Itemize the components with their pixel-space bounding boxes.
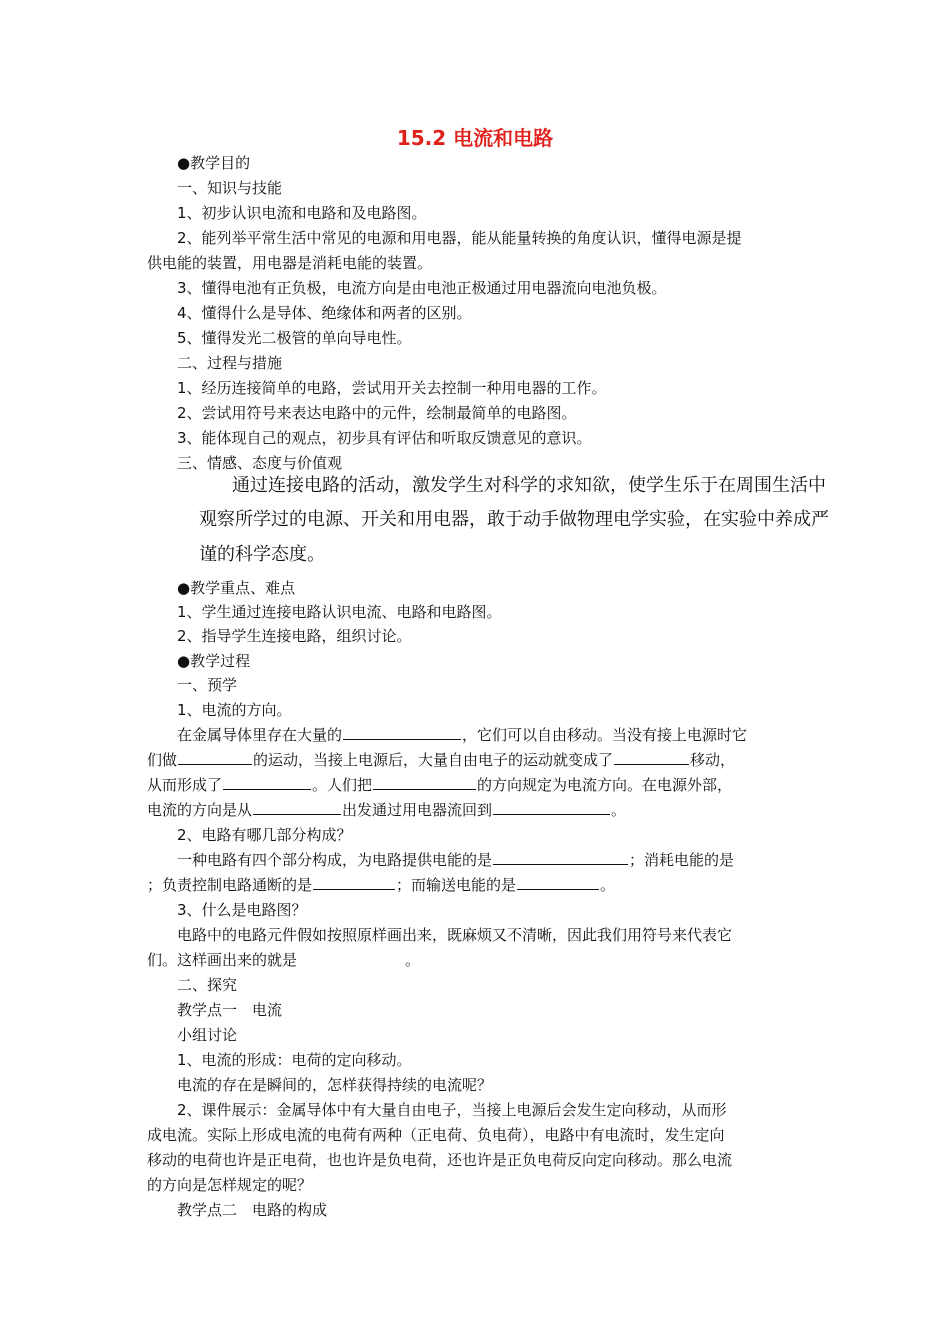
key-point-line: 1、学生通过连接电路认识电流、电路和电路图。 — [177, 603, 502, 621]
subsection-explore: 二、探究 — [177, 976, 238, 994]
paragraph-line: 2、课件展示：金属导体中有大量自由电子，当接上电源后会发生定向移动，从而形 — [177, 1101, 727, 1119]
attitude-paragraph-line: 通过连接电路的活动，激发学生对科学的求知欲，使学生乐于在周围生活中 — [232, 475, 826, 496]
key-point-line: 2、指导学生连接电路，组织讨论。 — [177, 627, 412, 645]
subsection-preview: 一、预学 — [177, 676, 238, 694]
process-line: 1、经历连接简单的电路，尝试用开关去控制一种用电器的工作。 — [177, 379, 607, 397]
goal-line: 2、能列举平常生活中常见的电源和用电器，能从能量转换的角度认识，懂得电源是提 — [177, 229, 742, 247]
answer-blank[interactable] — [614, 750, 689, 765]
attitude-paragraph-line: 观察所学过的电源、开关和用电器，敢于动手做物理电学实验，在实验中养成严 — [199, 509, 829, 530]
answer-blank[interactable] — [493, 850, 628, 865]
goal-line: 5、懂得发光二极管的单向导电性。 — [177, 329, 412, 347]
document-title: 15.2 电流和电路 — [396, 126, 554, 150]
goal-line: 4、懂得什么是导体、绝缘体和两者的区别。 — [177, 304, 472, 322]
subsection-process: 二、过程与措施 — [177, 354, 283, 372]
group-discussion-label: 小组讨论 — [177, 1026, 238, 1044]
section-teaching-process: ●教学过程 — [177, 652, 251, 670]
attitude-paragraph-line: 谨的科学态度。 — [199, 544, 325, 565]
answer-blank[interactable] — [223, 775, 311, 790]
paragraph-line: 移动的电荷也许是正电荷，也也许是负电荷，还也许是正负电荷反向定向移动。那么电流 — [147, 1151, 733, 1169]
answer-blank[interactable] — [517, 875, 599, 890]
subsection-attitude: 三、情感、态度与价值观 — [177, 454, 343, 472]
answer-blank[interactable] — [493, 800, 610, 815]
subsection-knowledge: 一、知识与技能 — [177, 179, 283, 197]
paragraph-line: 的方向是怎样规定的呢？ — [147, 1176, 313, 1194]
paragraph-line: 电路中的电路元件假如按照原样画出来，既麻烦又不清晰，因此我们用符号来代表它 — [177, 926, 733, 944]
fill-blank-line: 在金属导体里存在大量的 ，它们可以自由移动。当没有接上电源时它 — [177, 726, 748, 744]
answer-blank[interactable] — [343, 725, 461, 740]
teaching-point-heading: 教学点二 电路的构成 — [177, 1201, 328, 1219]
fill-blank-line: 从而形成了 。人们把 的方向规定为电流方向。在电源外部， — [147, 776, 733, 794]
section-teaching-goals: ●教学目的 — [177, 154, 251, 172]
question-heading: 3、什么是电路图？ — [177, 901, 307, 919]
goal-line: 1、初步认识电流和电路和及电路图。 — [177, 204, 427, 222]
paragraph-line: 电流的存在是瞬间的，怎样获得持续的电流呢？ — [177, 1076, 493, 1094]
fill-blank-line: 一种电路有四个部分构成，为电路提供电能的是 ；消耗电能的是 — [177, 851, 735, 869]
process-line: 3、能体现自己的观点，初步具有评估和听取反馈意见的意识。 — [177, 429, 592, 447]
answer-blank[interactable] — [373, 775, 476, 790]
fill-blank-line: 们做 的运动，当接上电源后，大量自由电子的运动就变成了 移动， — [147, 751, 736, 769]
paragraph-line: 1、电流的形成：电荷的定向移动。 — [177, 1051, 412, 1069]
goal-line: 3、懂得电池有正负极，电流方向是由电池正极通过用电器流向电池负极。 — [177, 279, 667, 297]
fill-blank-line: ；负责控制电路通断的是 ；而输送电能的是 。 — [147, 876, 616, 894]
section-key-points: ●教学重点、难点 — [177, 579, 296, 597]
teaching-point-heading: 教学点一 电流 — [177, 1001, 283, 1019]
question-heading: 2、电路有哪几部分构成？ — [177, 826, 352, 844]
question-heading: 1、电流的方向。 — [177, 701, 292, 719]
process-line: 2、尝试用符号来表达电路中的元件，绘制最简单的电路图。 — [177, 404, 577, 422]
answer-blank[interactable] — [253, 800, 341, 815]
paragraph-line: 成电流。实际上形成电流的电荷有两种（正电荷、负电荷），电路中有电流时，发生定向 — [147, 1126, 725, 1144]
fill-blank-line: 电流的方向是从 出发通过用电器流回到 。 — [147, 801, 627, 819]
answer-blank[interactable] — [178, 750, 252, 765]
goal-line: 供电能的装置，用电器是消耗电能的装置。 — [147, 254, 433, 272]
fill-blank-line: 们。这样画出来的就是 。 — [147, 951, 421, 969]
answer-blank[interactable] — [313, 875, 395, 890]
